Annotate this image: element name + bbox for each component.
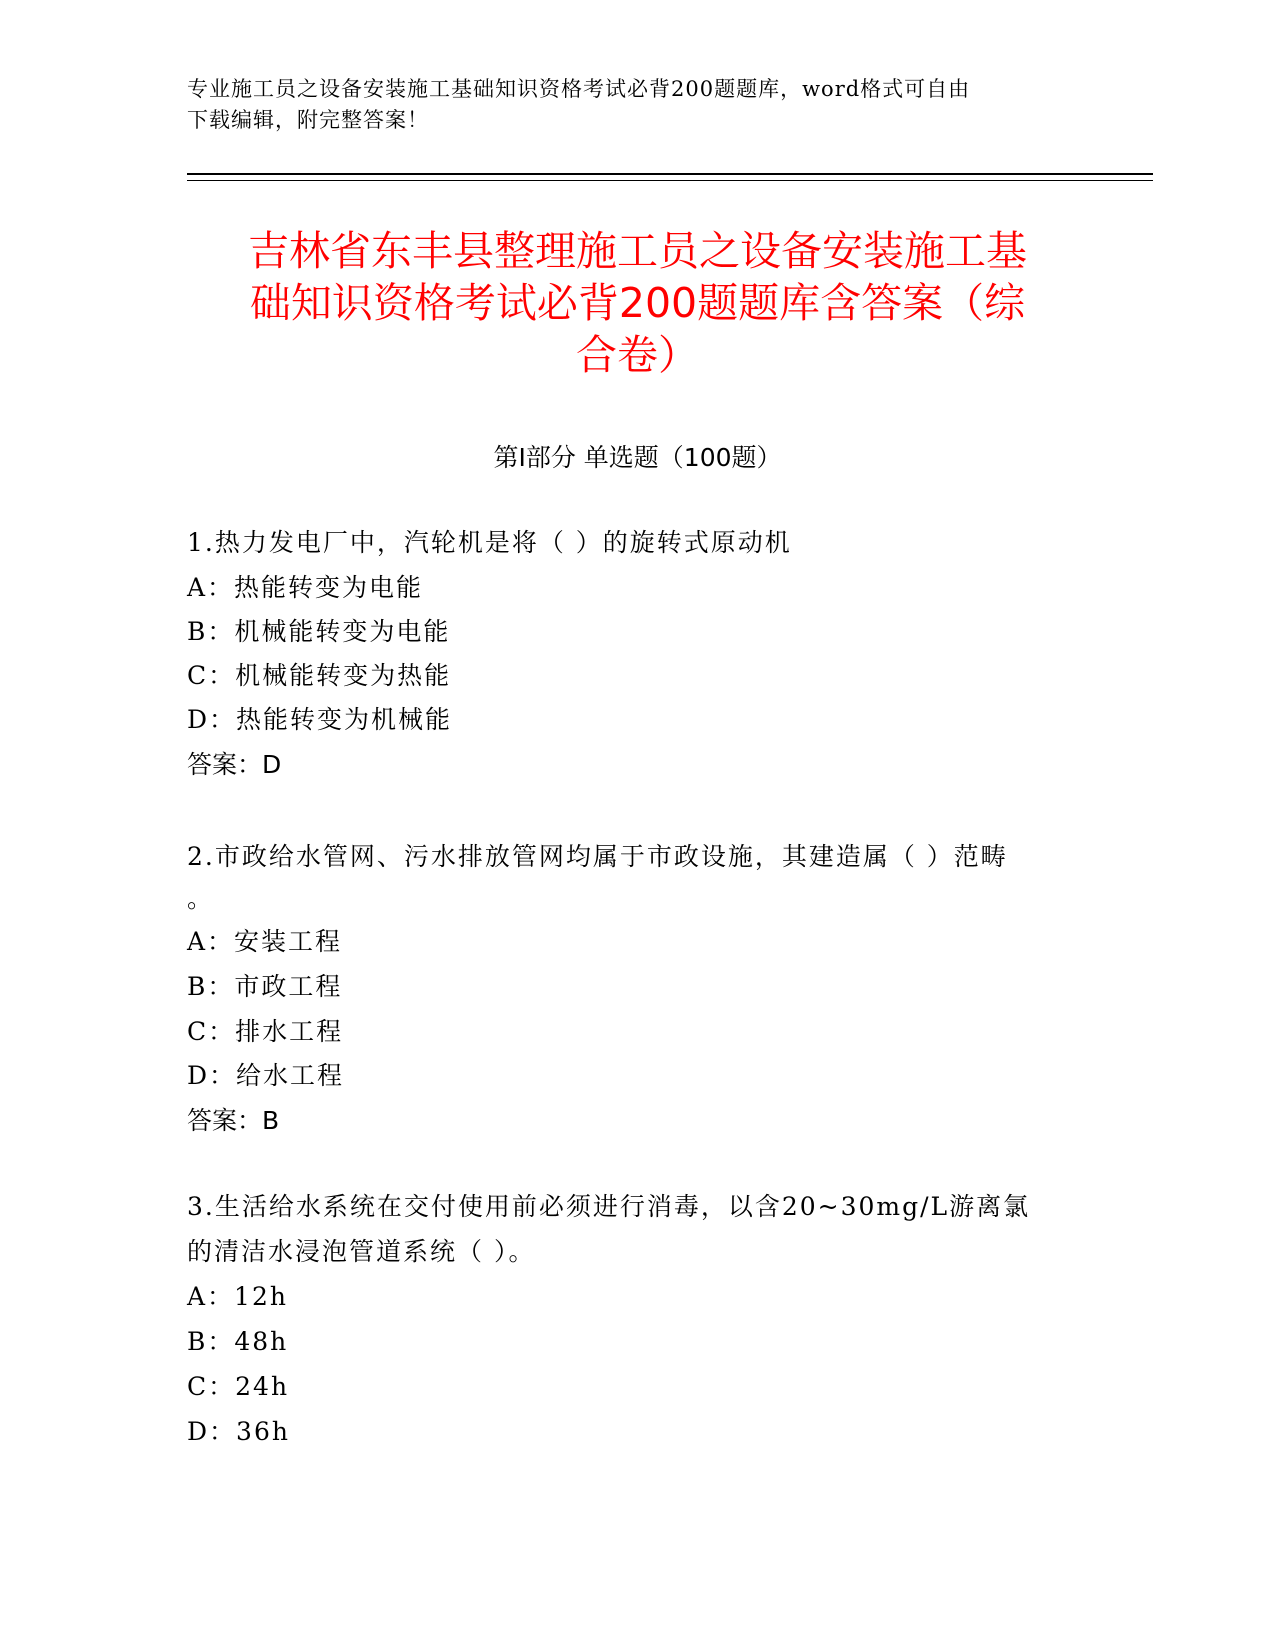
question-3-stem-continued: 的清洁水浸泡管道系统（ ）。	[187, 1237, 536, 1266]
question-3-stem: 3.生活给水系统在交付使用前必须进行消毒，以含20~30mg/L游离氯	[187, 1192, 1031, 1221]
section-heading: 第Ⅰ部分 单选题（100题）	[493, 443, 782, 472]
question-1-option-a: A：热能转变为电能	[187, 573, 424, 602]
header-rule-thin	[187, 180, 1153, 181]
question-3-option-a: A：12h	[187, 1282, 288, 1311]
question-1-option-b: B：机械能转变为电能	[187, 617, 451, 646]
title-line-2: 础知识资格考试必背200题题库含答案（综	[249, 279, 1026, 327]
document-title	[190, 225, 1085, 381]
question-3-option-d: D：36h	[187, 1417, 290, 1446]
header-note	[187, 74, 1087, 136]
question-1-answer: 答案：D	[187, 750, 282, 779]
question-1-stem: 1.热力发电厂中，汽轮机是将（ ）的旋转式原动机	[187, 528, 792, 557]
header-note-line-1: 专业施工员之设备安装施工基础知识资格考试必背200题题库，word格式可自由	[187, 77, 971, 101]
question-3-option-b: B：48h	[187, 1327, 289, 1356]
question-2-option-d: D：给水工程	[187, 1061, 345, 1090]
question-2-answer: 答案：B	[187, 1106, 280, 1135]
question-2-stem-continued: 。	[187, 884, 215, 913]
title-line-3: 合卷）	[576, 331, 699, 379]
question-2-option-c: C：排水工程	[187, 1017, 344, 1046]
title-line-1: 吉林省东丰县整理施工员之设备安装施工基	[248, 227, 1027, 275]
question-1-option-d: D：热能转变为机械能	[187, 705, 453, 734]
question-2-stem: 2.市政给水管网、污水排放管网均属于市政设施，其建造属（ ）范畴	[187, 842, 1008, 871]
question-1-option-c: C：机械能转变为热能	[187, 661, 452, 690]
header-rule-thick	[187, 173, 1153, 175]
question-3-option-c: C：24h	[187, 1372, 290, 1401]
header-note-line-2: 下载编辑，附完整答案！	[187, 108, 429, 132]
question-2-option-b: B：市政工程	[187, 972, 343, 1001]
question-2-option-a: A：安装工程	[187, 927, 343, 956]
